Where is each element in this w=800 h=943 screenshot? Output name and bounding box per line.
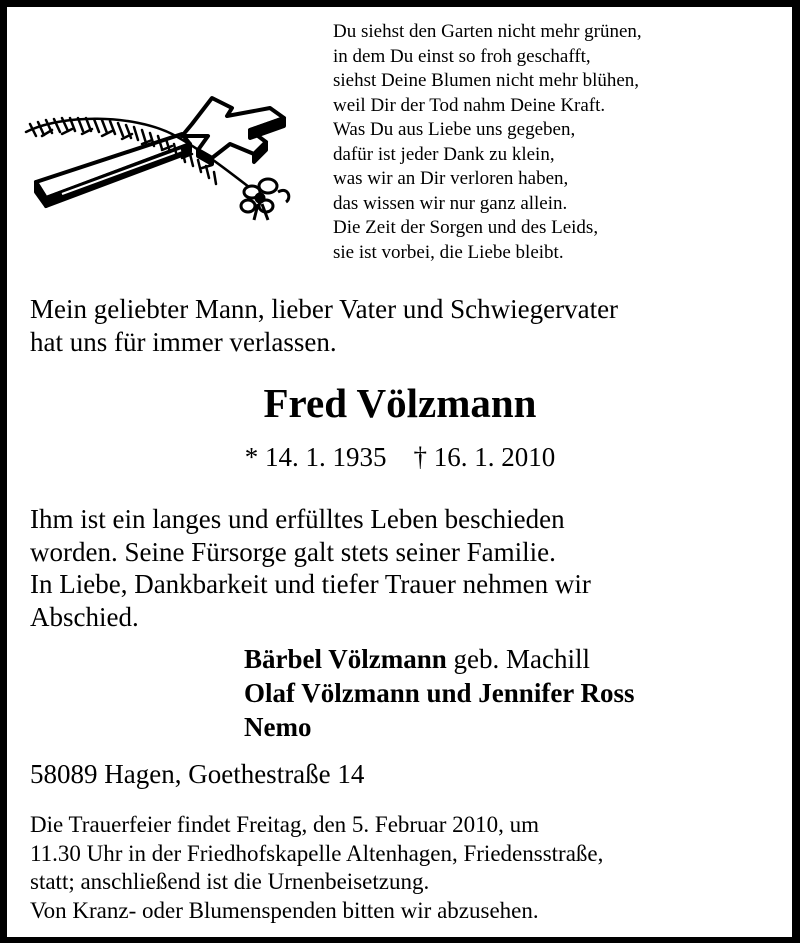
poem-line: dafür ist jeder Dank zu klein, — [333, 143, 555, 165]
notice-line: Die Trauerfeier findet Freitag, den 5. Februar 2010, um — [30, 812, 540, 837]
message-line: worden. Seine Fürsorge galt stets seiner Familie. — [30, 536, 556, 567]
maiden-name: geb. Machill — [446, 644, 590, 674]
family-address: 58089 Hagen, Goethestraße 14 — [30, 759, 365, 789]
poem-line: in dem Du einst so froh geschafft, — [333, 45, 591, 67]
notice-line: Von Kranz- oder Blumenspenden bitten wir abzusehen. — [30, 897, 539, 923]
mourners-list — [244, 642, 635, 744]
poem-line: Du siehst den Garten nicht mehr grünen, — [333, 21, 642, 42]
poem-line: siehst Deine Blumen nicht mehr blühen, — [333, 70, 640, 91]
service-notice — [30, 811, 603, 925]
intro-text — [30, 293, 618, 359]
message-line: Ihm ist ein langes und erfülltes Leben beschieden — [30, 504, 565, 534]
deceased-name: Fred Völzmann — [263, 380, 537, 426]
mourner-name: Nemo — [244, 712, 312, 742]
poem-line: das wissen wir nur ganz allein. — [333, 192, 568, 214]
poem — [333, 20, 642, 265]
poem-line: weil Dir der Tod nahm Deine Kraft. — [333, 94, 606, 116]
intro-line: hat uns für immer verlassen. — [30, 327, 337, 357]
cross-with-palm-branch-icon — [22, 94, 302, 224]
mourner-name: Olaf Völzmann und Jennifer Ross — [244, 678, 635, 708]
poem-line: was wir an Dir verloren haben, — [333, 168, 569, 189]
poem-line: Die Zeit der Sorgen und des Leids, — [333, 217, 599, 238]
poem-line: sie ist vorbei, die Liebe bleibt. — [333, 241, 564, 263]
intro-line: Mein geliebter Mann, lieber Vater und Schwiegervater — [30, 294, 619, 324]
notice-line: 11.30 Uhr in der Friedhofskapelle Altenhagen, Friedensstraße, — [30, 840, 604, 866]
mourner-name: Bärbel Völzmann — [244, 644, 447, 674]
mourner-line — [244, 642, 635, 676]
message-line: In Liebe, Dankbarkeit und tiefer Trauer nehmen wir — [30, 569, 591, 599]
life-dates: * 14. 1. 1935 † 16. 1. 2010 — [244, 442, 556, 472]
memorial-message — [30, 503, 591, 633]
notice-line: statt; anschließend ist die Urnenbeisetzung. — [30, 869, 430, 894]
poem-line: Was Du aus Liebe uns gegeben, — [333, 119, 576, 140]
message-line: Abschied. — [30, 601, 139, 632]
